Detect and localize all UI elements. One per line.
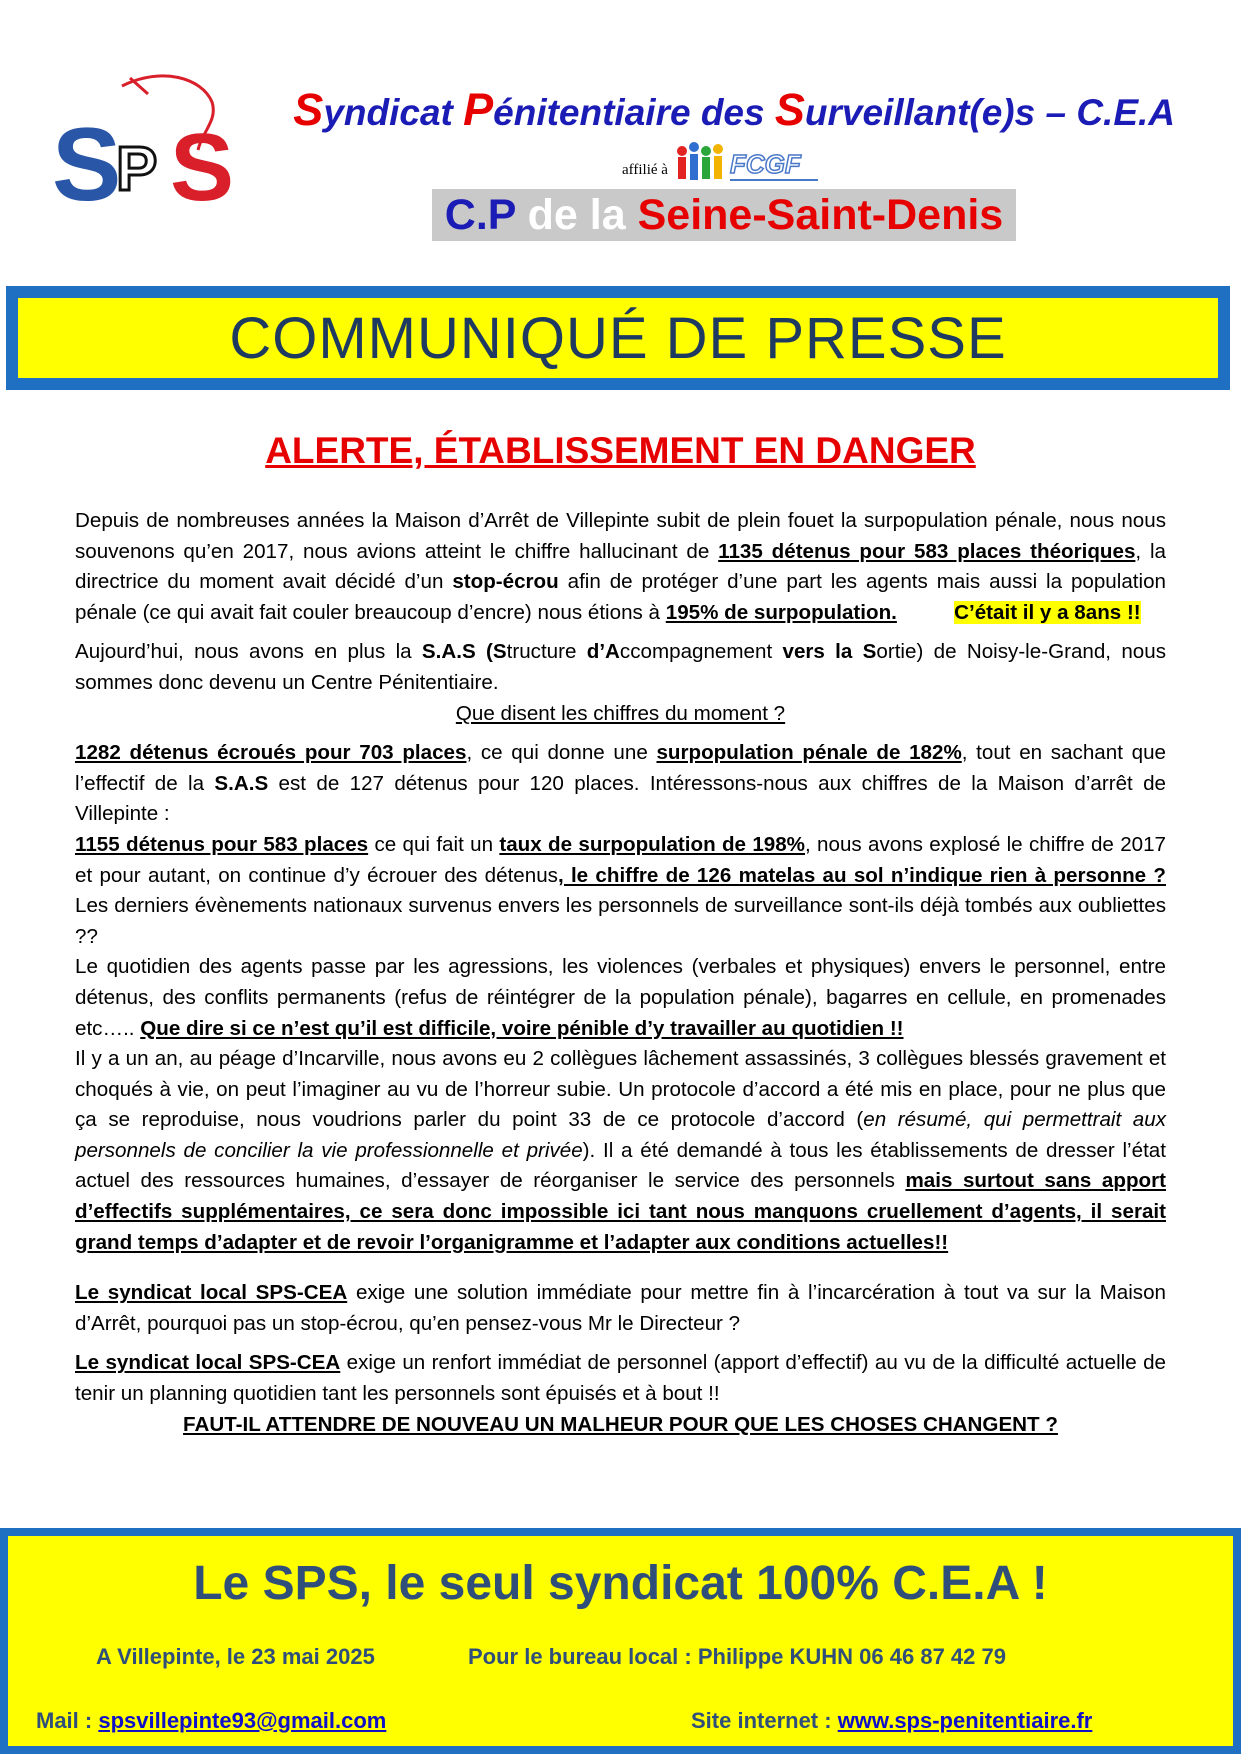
- emphasis: , le chiffre de 126 matelas au sol n’indique rien à personne ?: [557, 863, 1166, 887]
- paragraph: [75, 506, 1166, 628]
- highlight: C’était il y a 8ans !!: [954, 600, 1141, 624]
- emphasis: 195% de surpopulation.: [665, 600, 897, 624]
- emphasis: vers la S: [782, 640, 877, 664]
- text: Aujourd’hui, nous avons en plus la: [75, 640, 422, 664]
- org-title-initial: S: [774, 84, 805, 135]
- emphasis: mais surtout sans apport d’effectifs supplémentaires, ce sera donc impossible ici tant nous manquons cruellement d’agents, il serait grand temps d’adapter et de revoir l’organigramme et l’adapter aux conditions actuelles!!: [75, 1169, 1166, 1254]
- emphasis: d’A: [586, 640, 620, 664]
- emphasis: Le syndicat local SPS-CEA: [75, 1351, 341, 1375]
- slogan: Le SPS, le seul syndicat 100% C.E.A !: [193, 1557, 1048, 1610]
- emphasis: taux de surpopulation de 198%: [499, 832, 805, 856]
- site-connector: de la: [527, 191, 626, 239]
- affiliation-label: affilié à: [622, 162, 668, 178]
- closing-question: FAUT-IL ATTENDRE DE NOUVEAU UN MALHEUR POUR QUE LES CHOSES CHANGENT ?: [183, 1412, 1058, 1436]
- text: afin de protéger d’une part les agents mais aussi la population pénale (ce qui avait fait couler breaucoup d’encre) nous étions à: [75, 570, 1166, 624]
- emphasis: surpopulation pénale de 182%: [656, 741, 962, 765]
- emphasis: Que dire si ce n’est qu’il est difficile, voire pénible d’y travailler au quotidien !!: [140, 1016, 904, 1040]
- place-date: A Villepinte, le 23 mai 2025: [96, 1644, 375, 1669]
- paragraph: [75, 1278, 1166, 1339]
- text: exige une solution immédiate pour mettre fin à l’incarcération à tout va sur la Maison d’Arrêt, pourquoi pas un stop-écrou, qu’en pensez-vous Mr le Directeur ?: [75, 1281, 1166, 1335]
- text: ). Il a été demandé à tous les établissements de dresser l’état actuel des ressources humaines, d’essayer de réorganiser le service des personnels: [75, 1138, 1166, 1193]
- italic-text: en résumé, qui permettrait aux personnels de concilier la vie professionnelle et privée: [75, 1108, 1166, 1162]
- emphasis: stop-écrou: [452, 570, 559, 594]
- org-title-part: yndicat: [323, 92, 464, 133]
- text: , tout en sachant que l’effectif de la: [75, 741, 1166, 795]
- site-cp: C.P: [444, 191, 516, 239]
- emphasis: 1155 détenus pour 583 places: [75, 832, 369, 856]
- site-banner: [432, 189, 1016, 241]
- text: tructure: [506, 640, 587, 664]
- emphasis: Le syndicat local SPS-CEA: [75, 1281, 348, 1305]
- svg-text:S: S: [52, 107, 122, 223]
- emphasis: S.A.S: [214, 771, 269, 795]
- website-label: Site internet :: [691, 1708, 838, 1733]
- website-link[interactable]: www.sps-penitentiaire.fr: [837, 1708, 1093, 1733]
- mail-label: Mail :: [36, 1708, 99, 1733]
- emphasis: 1135 détenus pour 583 places théoriques: [718, 539, 1136, 563]
- paragraph: [75, 699, 1166, 730]
- text: ce qui fait un: [368, 832, 500, 856]
- fcgf-logo: [672, 141, 822, 187]
- banner-title: COMMUNIQUÉ DE PRESSE: [229, 305, 1007, 371]
- sps-logo: [52, 72, 262, 232]
- mail-line: [36, 1708, 386, 1734]
- emphasis: S.A.S (S: [421, 640, 507, 664]
- org-title-part: énitentiaire des: [493, 92, 775, 133]
- svg-text:FCGF: FCGF: [729, 149, 801, 179]
- text: , ce qui donne une: [466, 741, 657, 765]
- text: Depuis de nombreuses années la Maison d’Arrêt de Villepinte subit de plein fouet la surpopulation pénale, nous nous souvenons qu’en 2017, nous avions atteint le chiffre hallucinant de: [75, 509, 1166, 563]
- text: , la directrice du moment avait décidé d’un: [75, 539, 1166, 594]
- paragraph: [75, 637, 1166, 698]
- text: Il y a un an, au péage d’Incarville, nous avons eu 2 collègues lâchement assassinés, 3 collègues blessés gravement et choqués à vie, on peut l’imaginer au vu de l’horreur subie. Un protocole d’accord a été mis en place, pour ne plus que ça se reproduise, nous voudrions parler du point 33 de ce protocole d’accord (: [75, 1047, 1166, 1132]
- text: Les derniers évènements nationaux survenus envers les personnels de surveillance sont-ils déjà tombés aux oubliettes ??: [75, 894, 1166, 948]
- text: exige un renfort immédiat de personnel (apport d’effectif) au vu de la difficulté actuelle de tenir un planning quotidien tant les personnels sont épuisés et à bout !!: [75, 1351, 1166, 1406]
- paragraph: [75, 830, 1166, 952]
- org-title-part: urveillant(e)s – C.E.A: [804, 92, 1175, 133]
- paragraph: [75, 1348, 1166, 1409]
- mail-link[interactable]: spsvillepinte93@gmail.com: [98, 1708, 387, 1733]
- question: Que disent les chiffres du moment ?: [455, 701, 786, 725]
- body-text: [75, 506, 1166, 1440]
- alert-title: ALERTE, ÉTABLISSEMENT EN DANGER: [265, 430, 976, 471]
- paragraph: [75, 1044, 1166, 1258]
- org-title-initial: P: [463, 84, 494, 135]
- site-name: Seine-Saint-Denis: [637, 191, 1004, 239]
- footer-box: [0, 1528, 1241, 1754]
- bureau-contact: Pour le bureau local : Philippe KUHN 06 46 87 42 79: [468, 1644, 1006, 1669]
- paragraph: [75, 952, 1166, 1044]
- svg-text:P: P: [116, 135, 158, 204]
- paragraph: [75, 738, 1166, 830]
- svg-text:S: S: [170, 114, 235, 221]
- website-line: [691, 1708, 1092, 1734]
- paragraph: [75, 1410, 1166, 1441]
- affiliation: [622, 141, 822, 187]
- text: est de 127 détenus pour 120 places. Intéressons-nous aux chiffres de la Maison d’arrêt de Villepinte :: [75, 771, 1166, 826]
- text: ortie) de Noisy-le-Grand, nous sommes donc devenu un Centre Pénitentiaire.: [75, 640, 1166, 694]
- emphasis: 1282 détenus écroués pour 703 places: [75, 741, 467, 765]
- org-title-initial: S: [293, 84, 324, 135]
- text: , nous avons explosé le chiffre de 2017 et pour autant, on continue d’y écrouer des détenus: [75, 832, 1167, 887]
- text: Le quotidien des agents passe par les agressions, les violences (verbales et physiques) envers le personnel, entre détenus, des conflits permanents (refus de réintégrer de la population pénale), bagarres en cellule, en promenades etc…..: [75, 955, 1166, 1040]
- press-release-banner: [6, 286, 1230, 390]
- org-title: [255, 84, 1175, 136]
- text: ccompagnement: [619, 640, 783, 664]
